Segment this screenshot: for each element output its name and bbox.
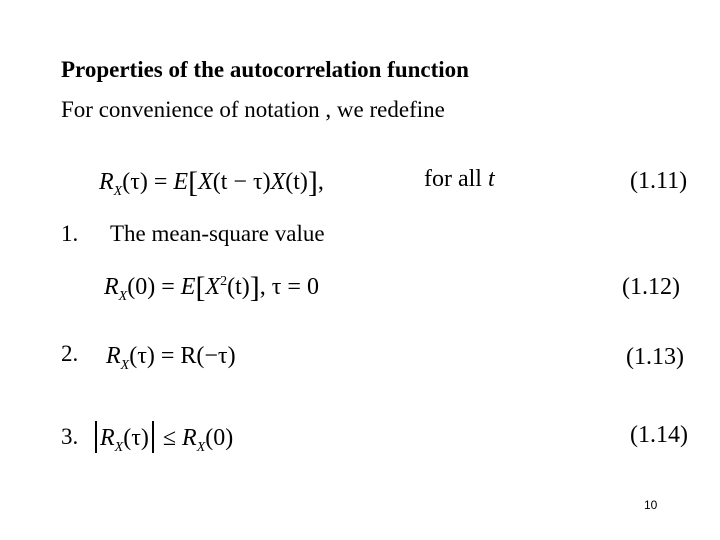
- eq-symbol: X: [270, 169, 286, 195]
- eq-symbol: X: [205, 274, 221, 300]
- symmetry-equation: [106, 343, 236, 374]
- eq-symbol: R: [99, 169, 114, 195]
- definition-condition: [424, 166, 495, 193]
- eq-symbol: R: [104, 274, 119, 300]
- eq-text: (t − τ): [212, 169, 271, 195]
- page-number: 10: [644, 498, 658, 512]
- eq-bracket: [: [188, 166, 199, 199]
- eq-text: (τ): [123, 425, 149, 451]
- slide-title: Properties of the autocorrelation function: [61, 57, 469, 82]
- list-marker: 1.: [61, 221, 79, 246]
- list-marker: 3.: [61, 424, 79, 449]
- eq-bracket: ]: [249, 271, 260, 304]
- abs-bar-left: [95, 421, 97, 453]
- eq-text: (0): [205, 425, 234, 451]
- eq-symbol: E: [180, 274, 196, 300]
- equation-number: (1.12): [622, 274, 680, 300]
- list-marker: 2.: [61, 341, 79, 366]
- eq-text: (t): [285, 169, 308, 195]
- eq-superscript: 2: [220, 274, 228, 289]
- eq-subscript: X: [196, 440, 206, 455]
- eq-bracket: ]: [307, 166, 318, 199]
- list-item-text: The mean-square value: [110, 221, 325, 246]
- eq-text: ,: [317, 169, 324, 195]
- mean-square-equation: [104, 271, 319, 305]
- abs-bar-right: [152, 421, 154, 453]
- eq-symbol: R: [100, 425, 115, 451]
- eq-bracket: [: [195, 271, 206, 304]
- eq-symbol: E: [173, 169, 189, 195]
- eq-subscript: X: [118, 289, 128, 304]
- eq-text: , τ = 0: [259, 274, 319, 300]
- definition-equation: [99, 166, 324, 200]
- eq-symbol: R: [106, 343, 121, 369]
- eq-text: ≤: [156, 425, 183, 451]
- eq-text: (τ) = R(−τ): [129, 343, 236, 369]
- equation-number: (1.11): [630, 168, 688, 194]
- equation-number: (1.13): [626, 344, 684, 370]
- eq-subscript: X: [113, 184, 123, 199]
- eq-text: (τ) =: [122, 169, 174, 195]
- eq-subscript: X: [120, 358, 130, 373]
- eq-text: (t): [227, 274, 250, 300]
- equation-number: (1.14): [630, 422, 688, 448]
- eq-symbol: R: [182, 425, 197, 451]
- eq-text: (0) =: [127, 274, 181, 300]
- condition-variable: t: [487, 166, 495, 192]
- eq-subscript: X: [114, 440, 124, 455]
- condition-text: for all: [424, 166, 488, 192]
- bound-equation: [92, 421, 233, 456]
- intro-text: For convenience of notation , we redefine: [61, 97, 445, 122]
- eq-symbol: X: [198, 169, 213, 195]
